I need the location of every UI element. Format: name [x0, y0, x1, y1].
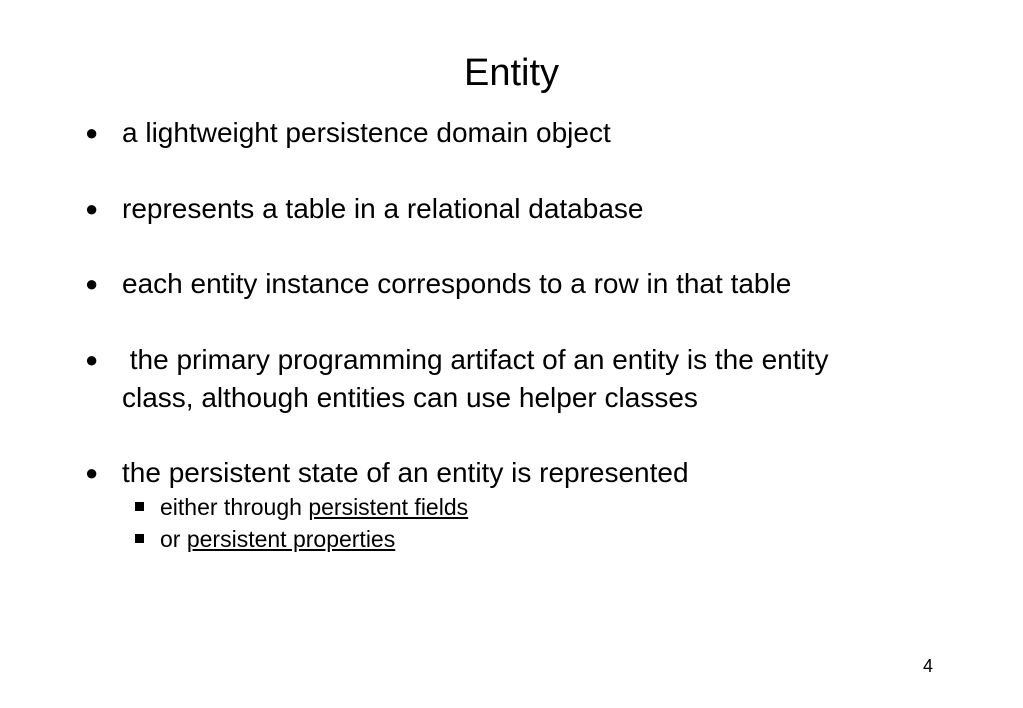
square-bullet-icon	[135, 534, 144, 543]
sub-bullet-item	[135, 524, 395, 554]
bullet-item	[85, 454, 945, 492]
sub-bullet-prefix: or	[160, 526, 187, 552]
bullet-dot-icon: ●	[85, 271, 99, 296]
persistent-fields-link[interactable]: persistent fields	[308, 494, 469, 520]
persistent-properties-link[interactable]: persistent properties	[186, 526, 396, 552]
sub-bullet-prefix: either through	[160, 494, 309, 520]
bullet-dot-icon: ●	[85, 120, 99, 145]
bullet-text: the persistent state of an entity is represented	[122, 457, 689, 488]
bullet-item	[85, 265, 945, 303]
bullet-text: a lightweight persistence domain object	[122, 117, 611, 148]
sub-bullet-item	[135, 492, 468, 522]
bullet-dot-icon: ●	[85, 460, 99, 485]
page-number: 4	[922, 656, 933, 676]
bullet-text: represents a table in a relational database	[122, 193, 644, 224]
bullet-item	[85, 341, 945, 417]
bullet-item	[85, 190, 945, 228]
bullet-text: the primary programming artifact of an entity is the entity class, although entities can use helper classes	[122, 344, 829, 413]
bullet-dot-icon: ●	[85, 347, 99, 372]
slide-title: Entity	[463, 52, 560, 94]
bullet-item	[85, 114, 945, 152]
bullet-dot-icon: ●	[85, 196, 99, 221]
square-bullet-icon	[135, 502, 144, 511]
bullet-text: each entity instance corresponds to a row in that table	[122, 268, 792, 299]
